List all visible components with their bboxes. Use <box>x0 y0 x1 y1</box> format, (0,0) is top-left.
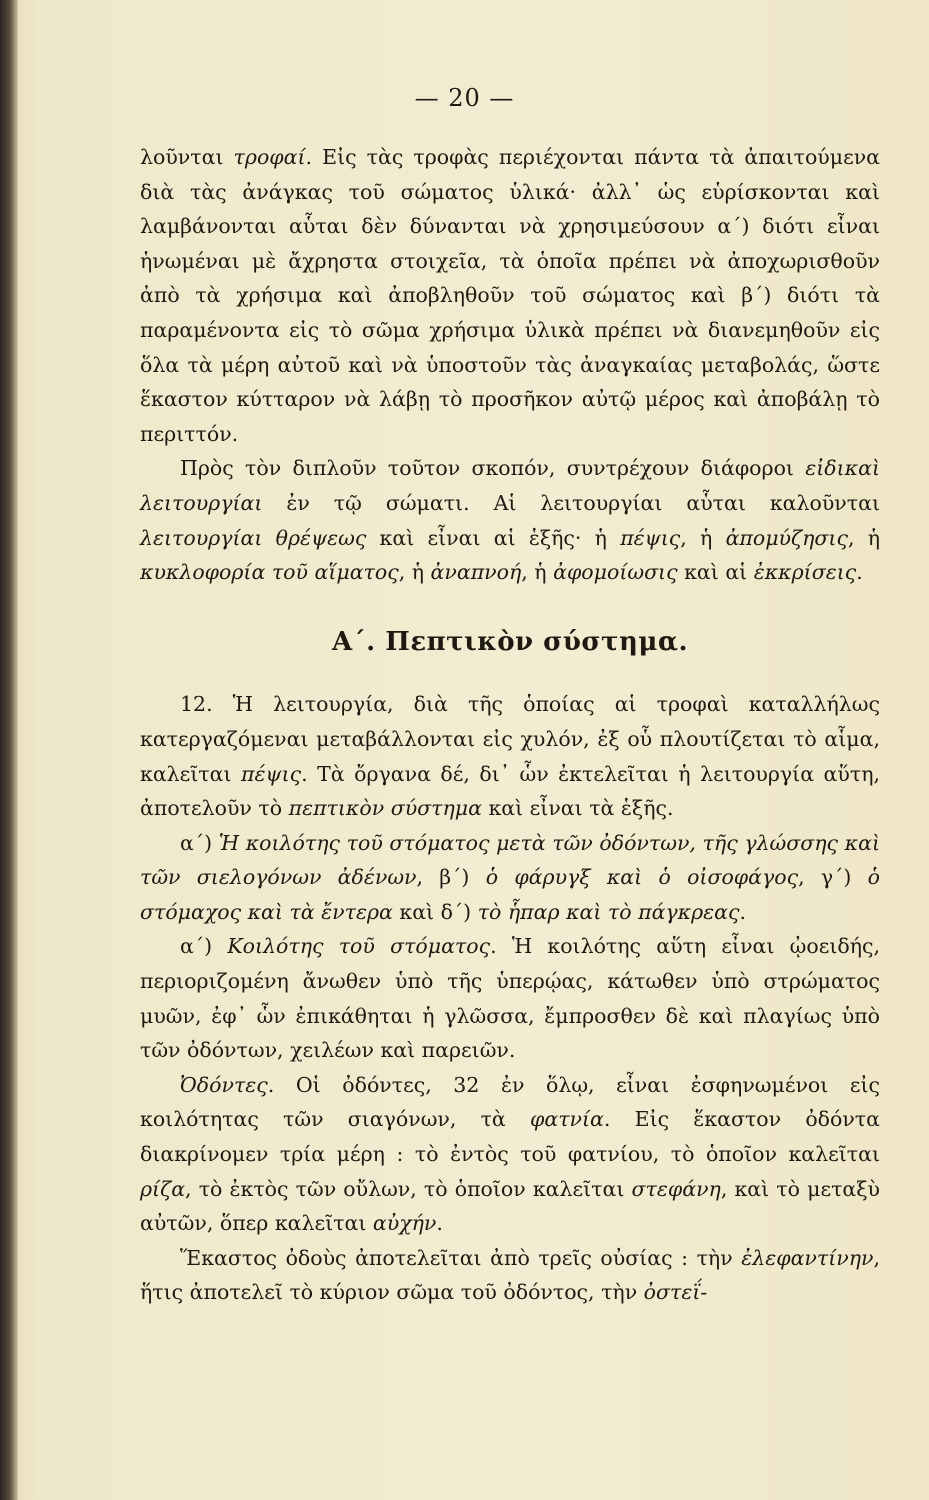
paragraph-nutrition-needs: λοῦνται τροφαί. Εἰς τὰς τροφὰς περιέχονται πάντα τὰ ἀπαιτούμενα διὰ τὰς ἀνάγκας τοῦ σώματος ὑλικά· ἀλλ᾽ ὡς εὑρίσκονται καὶ λαμβάνονται αὗται δὲν δύνανται νὰ χρησιμεύσουν α΄) διότι εἶναι ἡνωμέναι μὲ ἄχρηστα στοιχεῖα, τὰ ὁποῖα πρέπει νὰ ἀποχωρισθοῦν ἀπὸ τὰ χρήσιμα καὶ ἀποβληθοῦν τοῦ σώματος καὶ β΄) διότι τὰ παραμένοντα εἰς τὸ σῶμα χρήσιμα ὑλικὰ πρέπει νὰ διανεμηθοῦν εἰς ὅλα τὰ μέρη αὐτοῦ καὶ νὰ ὑποστοῦν τὰς ἀναγκαίας μεταβολάς, ὥστε ἕκαστον κύτταρον νὰ λάβῃ τὸ προσῆκον αὐτῷ μέρος καὶ ἀποβάλῃ τὸ περιττόν. <box>140 145 881 446</box>
paragraph-nutrition-functions: Πρὸς τὸν διπλοῦν τοῦτον σκοπόν, συντρέχουν διάφοροι εἰδικαὶ λειτουργίαι ἐν τῷ σώματι. Αἱ λειτουργίαι αὗται καλοῦνται λειτουργίαι θρέψεως καὶ εἶναι αἱ ἑξῆς· ἡ πέψις, ἡ ἀπομύζησις, ἡ κυκλοφορία τοῦ αἵματος, ἡ ἀναπνοή, ἡ ἀφομοίωσις καὶ αἱ ἐκκρίσεις. <box>140 456 880 585</box>
page-number: — 20 — <box>414 84 515 112</box>
paragraph-oral-cavity: α΄) Κοιλότης τοῦ στόματος. Ἡ κοιλότης αὕτη εἶναι ᾠοειδής, περιοριζομένη ἄνωθεν ὑπὸ τῆς ὑπερῴας, κάτωθεν ὑπὸ στρώματος μυῶν, ἐφ᾽ ὧν ἐπικάθηται ἡ γλῶσσα, ἔμπροσθεν δὲ καὶ πλαγίως ὑπὸ τῶν ὀδόντων, χειλέων καὶ παρειῶν. <box>140 934 880 1063</box>
book-spine-shadow <box>0 0 18 1500</box>
paragraph-digestion: 12. Ἡ λειτουργία, διὰ τῆς ὁποίας αἱ τροφαὶ καταλλήλως κατεργαζόμεναι μεταβάλλονται εἰς χυλόν, ἐξ οὗ πλουτίζεται τὸ αἷμα, καλεῖται πέψις. Τὰ ὄργανα δέ, δι᾽ ὧν ἐκτελεῖται ἡ λειτουργία αὕτη, ἀποτελοῦν τὸ πεπτικὸν σύστημα καὶ εἶναι τὰ ἑξῆς. <box>140 692 881 821</box>
section-heading: Α΄. Πεπτικὸν σύστημα. <box>331 626 689 657</box>
paragraph-tooth-substances: Ἕκαστος ὀδοὺς ἀποτελεῖται ἀπὸ τρεῖς οὐσίας : τὴν ἐλεφαντίνην, ἥτις ἀποτελεῖ τὸ κύριον σῶμα τοῦ ὀδόντος, τὴν ὀστεΐ- <box>140 1245 880 1305</box>
paragraph-teeth: Ὀδόντες. Οἱ ὀδόντες, 32 ἐν ὅλῳ, εἶναι ἐσφηνωμένοι εἰς κοιλότητας τῶν σιαγόνων, τὰ φατνία. Εἰς ἕκαστον ὀδόντα διακρίνομεν τρία μέρη : τὸ ἐντὸς τοῦ φατνίου, τὸ ὁποῖον καλεῖται ρίζα, τὸ ἐκτὸς τῶν οὔλων, τὸ ὁποῖον καλεῖται στεφάνη, καὶ τὸ μεταξὺ αὐτῶν, ὅπερ καλεῖται αὐχήν. <box>140 1072 881 1236</box>
page-body <box>140 140 880 1310</box>
paragraph-organ-list: α΄) Ἡ κοιλότης τοῦ στόματος μετὰ τῶν ὀδόντων, τῆς γλώσσης καὶ τῶν σιελογόνων ἀδένων, β΄) ὁ φάρυγξ καὶ ὁ οἰσοφάγος, γ΄) ὁ στόμαχος καὶ τὰ ἔντερα καὶ δ΄) τὸ ἧπαρ καὶ τὸ πάγκρεας. <box>140 830 880 924</box>
